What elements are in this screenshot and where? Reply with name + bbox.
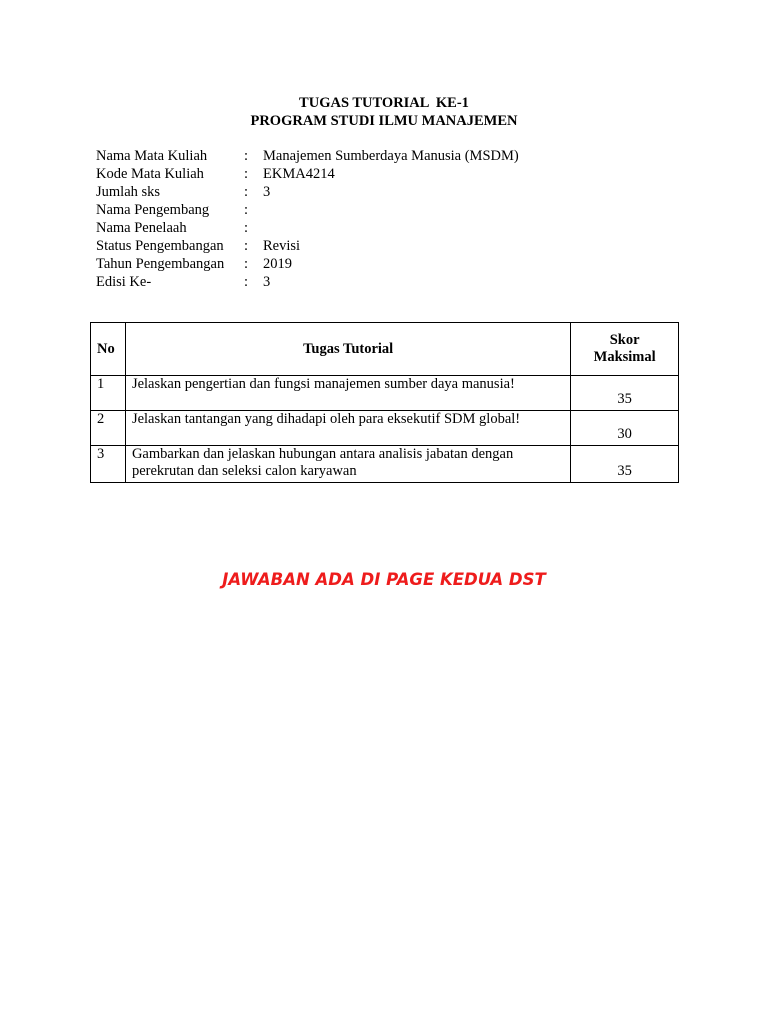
info-separator: : [244,184,249,200]
title-line-2: PROGRAM STUDI ILMU MANAJEMEN [250,113,518,129]
info-separator: : [244,220,249,236]
table-row [91,376,679,411]
document-title [0,94,768,130]
info-separator: : [244,148,249,164]
header-score-line-2: Maksimal [593,349,656,365]
info-value: 3 [263,184,271,200]
info-row-edition [96,273,519,291]
table-row [91,446,679,483]
header-max-score [571,323,679,376]
row-number: 3 [91,446,126,483]
info-label: Kode Mata Kuliah [96,166,204,182]
row-task: Jelaskan pengertian dan fungsi manajemen sumber daya manusia! [125,376,570,411]
info-separator: : [244,202,249,218]
row-task-line-2: perekrutan dan seleksi calon karyawan [131,463,357,479]
info-label: Nama Mata Kuliah [96,148,208,164]
info-separator: : [244,274,249,290]
info-row-developer [96,201,519,219]
row-number: 2 [91,411,126,446]
info-separator: : [244,166,249,182]
info-value: 3 [263,274,271,290]
info-row-course-code [96,165,519,183]
info-label: Tahun Pengembangan [96,256,225,272]
table-header-row [91,323,679,376]
table-row [91,411,679,446]
info-value: Revisi [263,238,301,254]
info-row-credits [96,183,519,201]
row-task [125,446,570,483]
answer-note: JAWABAN ADA DI PAGE KEDUA DST [222,570,546,589]
info-row-course-name [96,147,519,165]
row-score: 30 [571,411,679,446]
info-row-reviewer [96,219,519,237]
info-label: Nama Penelaah [96,220,187,236]
info-label: Jumlah sks [96,184,161,200]
header-score-line-1: Skor [609,332,640,348]
row-score: 35 [571,446,679,483]
course-info [96,147,519,291]
info-separator: : [244,256,249,272]
info-value: 2019 [263,256,292,272]
info-label: Nama Pengembang [96,202,210,218]
header-task: Tugas Tutorial [125,323,570,376]
row-number: 1 [91,376,126,411]
info-separator: : [244,238,249,254]
title-line-1: TUGAS TUTORIAL KE-1 [299,95,469,111]
header-no: No [91,323,126,376]
info-value [263,219,519,237]
tutorial-task-table [90,322,679,483]
row-score: 35 [571,376,679,411]
row-task: Jelaskan tantangan yang dihadapi oleh para eksekutif SDM global! [125,411,570,446]
info-value: Manajemen Sumberdaya Manusia (MSDM) [263,148,519,164]
info-label: Status Pengembangan [96,238,224,254]
info-row-development-status [96,237,519,255]
info-row-development-year [96,255,519,273]
info-value: EKMA4214 [263,166,335,182]
row-task-line-1: Gambarkan dan jelaskan hubungan antara analisis jabatan dengan [131,446,514,462]
info-label: Edisi Ke- [96,274,152,290]
info-value [263,201,519,219]
